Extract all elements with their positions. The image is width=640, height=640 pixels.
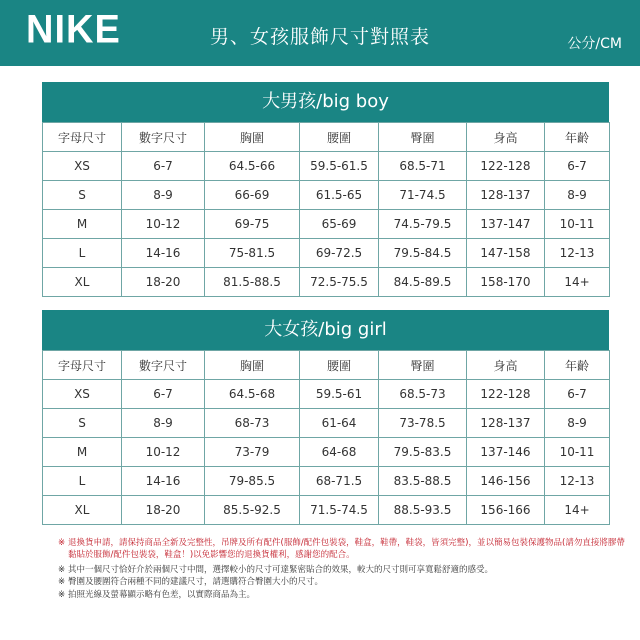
- table-cell: 79-85.5: [205, 467, 300, 496]
- boy-section-title: 大男孩/big boy: [42, 82, 609, 122]
- table-cell: 8-9: [122, 409, 205, 438]
- table-cell: 59.5-61: [300, 380, 379, 409]
- table-cell: 8-9: [545, 181, 610, 210]
- column-header: 胸圍: [205, 351, 300, 380]
- table-cell: 12-13: [545, 467, 610, 496]
- table-row: [43, 152, 610, 181]
- table-cell: M: [43, 438, 122, 467]
- table-cell: 83.5-88.5: [379, 467, 467, 496]
- table-cell: S: [43, 409, 122, 438]
- table-cell: 137-146: [467, 438, 545, 467]
- table-cell: 158-170: [467, 268, 545, 297]
- table-cell: 61.5-65: [300, 181, 379, 210]
- table-row: [43, 467, 610, 496]
- column-header: 腰圍: [300, 123, 379, 152]
- table-cell: 75-81.5: [205, 239, 300, 268]
- table-cell: 81.5-88.5: [205, 268, 300, 297]
- girl-section-title: 大女孩/big girl: [42, 310, 609, 350]
- table-row: [43, 268, 610, 297]
- notes-section: [58, 537, 628, 601]
- table-cell: 128-137: [467, 181, 545, 210]
- table-cell: 66-69: [205, 181, 300, 210]
- table-cell: XL: [43, 268, 122, 297]
- table-cell: 68-73: [205, 409, 300, 438]
- table-cell: 6-7: [545, 380, 610, 409]
- table-cell: 137-147: [467, 210, 545, 239]
- table-cell: 68.5-73: [379, 380, 467, 409]
- table-cell: 14-16: [122, 239, 205, 268]
- table-cell: 18-20: [122, 268, 205, 297]
- note-item: [58, 564, 628, 576]
- column-header: 胸圍: [205, 123, 300, 152]
- table-row: [43, 496, 610, 525]
- table-cell: 14-16: [122, 467, 205, 496]
- table-cell: 10-12: [122, 438, 205, 467]
- note-text: 臀圍及腰圍符合兩種不同的建議尺寸，請選購符合臀圍大小的尺寸。: [68, 577, 324, 588]
- table-row: [43, 239, 610, 268]
- table-row: [43, 409, 610, 438]
- table-cell: 64-68: [300, 438, 379, 467]
- column-header: 年齡: [545, 351, 610, 380]
- table-cell: 122-128: [467, 152, 545, 181]
- table-cell: 69-72.5: [300, 239, 379, 268]
- table-cell: XS: [43, 380, 122, 409]
- note-item: [58, 589, 628, 601]
- table-cell: XS: [43, 152, 122, 181]
- column-header: 年齡: [545, 123, 610, 152]
- table-cell: 68-71.5: [300, 467, 379, 496]
- table-cell: L: [43, 239, 122, 268]
- table-cell: 59.5-61.5: [300, 152, 379, 181]
- table-cell: 122-128: [467, 380, 545, 409]
- table-row: [43, 181, 610, 210]
- table-cell: 79.5-83.5: [379, 438, 467, 467]
- table-cell: 64.5-66: [205, 152, 300, 181]
- reference-mark: ※: [58, 577, 66, 588]
- note-item: [58, 576, 628, 588]
- note-text: 其中一個尺寸恰好介於兩個尺寸中間，選擇較小的尺寸可達緊密貼合的效果，較大的尺寸則可享寬鬆舒適的感受。: [68, 564, 494, 575]
- table-cell: 10-12: [122, 210, 205, 239]
- table-cell: 71-74.5: [379, 181, 467, 210]
- unit-label: 公分/CM: [567, 36, 622, 52]
- table-cell: 6-7: [122, 152, 205, 181]
- reference-mark: ※: [58, 538, 66, 548]
- table-cell: 61-64: [300, 409, 379, 438]
- table-cell: 18-20: [122, 496, 205, 525]
- table-cell: 69-75: [205, 210, 300, 239]
- column-header: 數字尺寸: [122, 123, 205, 152]
- table-cell: 10-11: [545, 438, 610, 467]
- table-cell: 6-7: [122, 380, 205, 409]
- table-cell: 156-166: [467, 496, 545, 525]
- table-cell: 74.5-79.5: [379, 210, 467, 239]
- header-banner: [0, 0, 640, 66]
- table-cell: 64.5-68: [205, 380, 300, 409]
- column-header: 身高: [467, 123, 545, 152]
- table-cell: 79.5-84.5: [379, 239, 467, 268]
- table-cell: S: [43, 181, 122, 210]
- reference-mark: ※: [58, 589, 66, 600]
- column-header: 身高: [467, 351, 545, 380]
- boy-size-table: [42, 122, 610, 297]
- table-cell: 14+: [545, 268, 610, 297]
- table-cell: 147-158: [467, 239, 545, 268]
- table-cell: 128-137: [467, 409, 545, 438]
- table-cell: 84.5-89.5: [379, 268, 467, 297]
- note-text: 退換貨申請，請保持商品全新及完整性，吊牌及所有配件(服飾/配件包裝袋，鞋盒，鞋帶，鞋袋，皆須完整)，並以簡易包裝保護物品(請勿直接將膠帶黏貼於服飾/配件包裝袋，鞋盒！)以免影響您的退換貨權利，感謝您的配合。: [68, 538, 625, 561]
- table-cell: 88.5-93.5: [379, 496, 467, 525]
- table-cell: 73-79: [205, 438, 300, 467]
- table-cell: 12-13: [545, 239, 610, 268]
- table-cell: 10-11: [545, 210, 610, 239]
- brand-logo: NIKE: [26, 7, 121, 53]
- table-cell: 85.5-92.5: [205, 496, 300, 525]
- column-header: 數字尺寸: [122, 351, 205, 380]
- column-header: 字母尺寸: [43, 351, 122, 380]
- table-header-row: [43, 351, 610, 380]
- table-header-row: [43, 123, 610, 152]
- table-cell: 68.5-71: [379, 152, 467, 181]
- column-header: 臀圍: [379, 351, 467, 380]
- table-cell: 8-9: [122, 181, 205, 210]
- table-cell: 146-156: [467, 467, 545, 496]
- table-cell: 8-9: [545, 409, 610, 438]
- column-header: 腰圍: [300, 351, 379, 380]
- table-cell: 73-78.5: [379, 409, 467, 438]
- table-row: [43, 380, 610, 409]
- girl-size-table: [42, 350, 610, 525]
- table-cell: L: [43, 467, 122, 496]
- table-cell: M: [43, 210, 122, 239]
- column-header: 臀圍: [379, 123, 467, 152]
- table-cell: 14+: [545, 496, 610, 525]
- table-cell: 72.5-75.5: [300, 268, 379, 297]
- page-title: 男、女孩服飾尺寸對照表: [209, 26, 430, 48]
- reference-mark: ※: [58, 564, 66, 575]
- note-item: [58, 537, 628, 562]
- table-row: [43, 210, 610, 239]
- table-cell: 71.5-74.5: [300, 496, 379, 525]
- boy-size-section: [42, 82, 609, 297]
- note-text: 拍照光線及螢幕顯示略有色差，以實際商品為主。: [68, 589, 256, 600]
- column-header: 字母尺寸: [43, 123, 122, 152]
- table-cell: 65-69: [300, 210, 379, 239]
- girl-size-section: [42, 310, 609, 525]
- table-row: [43, 438, 610, 467]
- table-cell: 6-7: [545, 152, 610, 181]
- table-cell: XL: [43, 496, 122, 525]
